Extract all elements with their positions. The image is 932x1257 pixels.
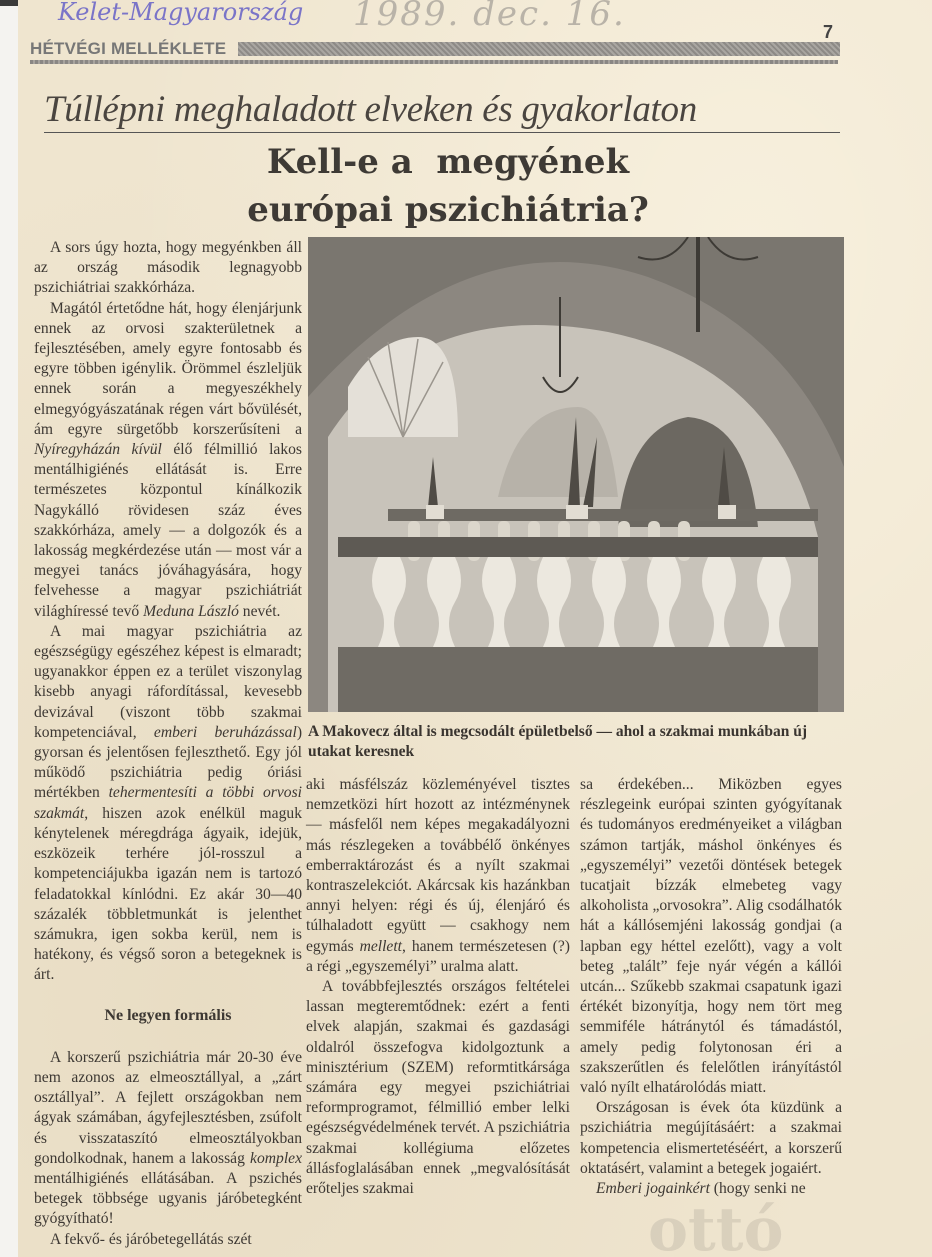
newspaper-clipping	[18, 0, 932, 1257]
body-text: mentálhigiénés ellátásában. A pszichés betegek többsége ugyanis járóbetegként gyógyítható!	[34, 1169, 302, 1228]
photo-illustration	[308, 237, 844, 712]
upper-balustrade-rail	[388, 509, 818, 521]
paragraph	[580, 1098, 842, 1179]
emphasis-text: tehermentesíti a többi orvosi szakmát	[34, 784, 302, 822]
body-text: , hiszen azok enélkül maguk kénytelenek méregdrága ágyaik, idejük, eszközeik terhére jól-rosszul a kompetenciájukba igazán nem is tartozó feladatokkal kínlódni. Ez akár 30—40 százalék többletmunkát is jelenthet számukra, igen sokba kerül, nem is hatékony, és végső soron a betegeknek is árt.	[34, 804, 302, 984]
body-text: A sors úgy hozta, hogy megyénkben áll az ország második legnagyobb pszichiátriai szakkórháza.	[34, 239, 302, 297]
headline-line-1: Kell-e a megyének	[266, 142, 630, 182]
section-title: HÉTVÉGI MELLÉKLETE	[30, 39, 227, 58]
emphasis-text: Emberi jogainkért	[596, 1180, 710, 1198]
emphasis-text: Nyíregyházán kívül	[34, 441, 162, 459]
body-text: A mai magyar pszichiátria az egészségügy egészéhez képest is elmaradt; ugyanakkor éppen ez a terület viszonylag kisebb anyagi ráfordítással, kevesebb devizával (viszont több szakmai kompetenciával,	[34, 622, 302, 741]
emphasis-text: komplex	[250, 1149, 302, 1167]
body-text: Magától értetődne hát, hogy élenjárjunk ennek az orvosi szakterületnek a fejlesztésében, amely egyre fontosabb és egyre többen igénylik. Örömmel észleljük ennek során a megyeszékhely elmegyógyászatának régen várt bővülését, ám egyre sürgetőbb korszerűsíteni a	[34, 299, 302, 438]
article-column-2	[306, 775, 570, 1199]
body-text: sa érdekében... Miközben egyes részlegeink európai szinten gyógyítanak és tudományos eredményeiket a világban számon tartják, máshol önkényes és „egyszemélyi” vezetői döntések betegek tucatjait bízzák elmebeteg vagy alkoholista „orvosokra”. Alig csodálhatók hát a kállósemjéni lakosság gondjai (a lapban egy héttel ezelőtt), vagy a volt beteg „talált” feje nyár végén a kállói utcán... Szűkebb szakmai csapatunk igazi értékét bizonyítja, hogy nem tört meg semmiféle hátránytól és támadástól, amely pedig folytonosan éri a szakszerűtlen és felelőtlen irányítástól való nyílt elhatárolódás miatt.	[580, 776, 842, 1097]
bleed-through-stamp: ottó	[648, 1195, 784, 1257]
handwritten-date: 1989. dec. 16.	[353, 0, 626, 34]
main-balustrade-rail	[338, 537, 818, 557]
article-column-3	[580, 775, 842, 1199]
emphasis-text: mellett	[359, 937, 402, 955]
article-column-1	[34, 238, 302, 1250]
body-text: , hanem természetesen (?) a régi „egyszemélyi” uralma alatt.	[306, 937, 570, 975]
paragraph	[34, 1230, 302, 1250]
section-header	[30, 36, 840, 62]
scan-margin	[0, 0, 18, 1257]
body-text: A továbbfejlesztés országos feltételei lassan megteremtődnek: ezért a fenti elvek alapján, szakmai és gazdasági oldalról összefogva kidolgoztunk a minisztérium (SZEM) reformtitkársága számára egy megyei pszichiátriai reformprogramot, félmillió ember lelki egészségvédelmének tervét. A pszichiátria szakmai kollégiuma előzetes állásfoglalásában ennek „megvalósítását erőteljes szakmai	[306, 978, 570, 1198]
body-text: A korszerű pszichiátria már 20-30 éve nem azonos az elmeosztállyal, a „zárt osztállyal”. A fejlett országokban nem ágyak számában, ágyfejlesztésben, zsúfolt és visszataszító elmeosztályokban gondolkodnak, hanem a lakosság	[34, 1048, 302, 1167]
column-1-body	[34, 238, 302, 986]
paragraph	[306, 775, 570, 977]
photo-caption: A Makovecz által is megcsodált épületbelső — ahol a szakmai munkában új utakat keresnek	[308, 723, 808, 760]
emphasis-text: emberi beruházással	[153, 723, 297, 741]
paragraph	[306, 977, 570, 1199]
body-text: nevét.	[238, 602, 281, 620]
article-headline	[168, 138, 728, 234]
article-subheading: Ne legyen formális	[104, 1006, 232, 1024]
body-text: Országosan is évek óta küzdünk a pszichiátria megújításáért: a szakmai kompetencia elismertetéséért, a korszerű oktatásért, valamint a betegek jogaiért.	[580, 1099, 842, 1177]
paragraph	[34, 299, 302, 622]
column-1-body-continued	[34, 1048, 302, 1250]
article-photo	[308, 237, 844, 712]
paragraph	[580, 775, 842, 1098]
paragraph	[34, 1048, 302, 1230]
body-text: A fekvő- és járóbetegellátás szét	[50, 1230, 252, 1248]
handwritten-source: Kelet-Magyarország	[58, 0, 304, 26]
body-text: élő félmillió lakos mentálhigiénés ellátását is. Erre természetes központul kínálkozik Nagykálló rövidesen száz éves szakkórháza, amely — a dolgozók és a lakosság megkérdezése után — most vár a megyei tanács jóváhagyására, hogy felvehesse a magyar pszichiátriát világhíressé tevő	[34, 441, 302, 620]
paragraph	[34, 622, 302, 986]
headline-line-2: európai pszichiátria?	[247, 190, 649, 230]
emphasis-text: Meduna László	[143, 602, 239, 620]
paragraph	[34, 238, 302, 299]
page-number: 7	[823, 22, 834, 42]
body-text: aki másfélszáz közleményével tisztes nemzetközi hírt hozott az intézménynek — másfelől nem képes megakadályozni más részlegeken a továbbélő önkényes emberraktározást és a nyílt szakmai kontraszelekciót. Akárcsak kis hazánkban annyi helyen: régi és új, élenjáró és túlhaladott együtt — csakhogy nem egymás	[306, 776, 570, 955]
body-text: ) gyorsan és jelentősen fejleszthető. Egy jól működő pszichiátria pedig óriási mértékben	[34, 723, 303, 802]
body-text: (hogy senki ne	[709, 1180, 806, 1198]
section-bar-divider	[238, 42, 840, 56]
balustrade-base	[338, 647, 818, 712]
scan-corner-mark	[0, 0, 18, 6]
handwritten-annotation	[38, 0, 738, 40]
section-rule-divider	[30, 60, 838, 64]
article-kicker: Túllépni meghaladott elveken és gyakorlaton	[44, 88, 840, 133]
